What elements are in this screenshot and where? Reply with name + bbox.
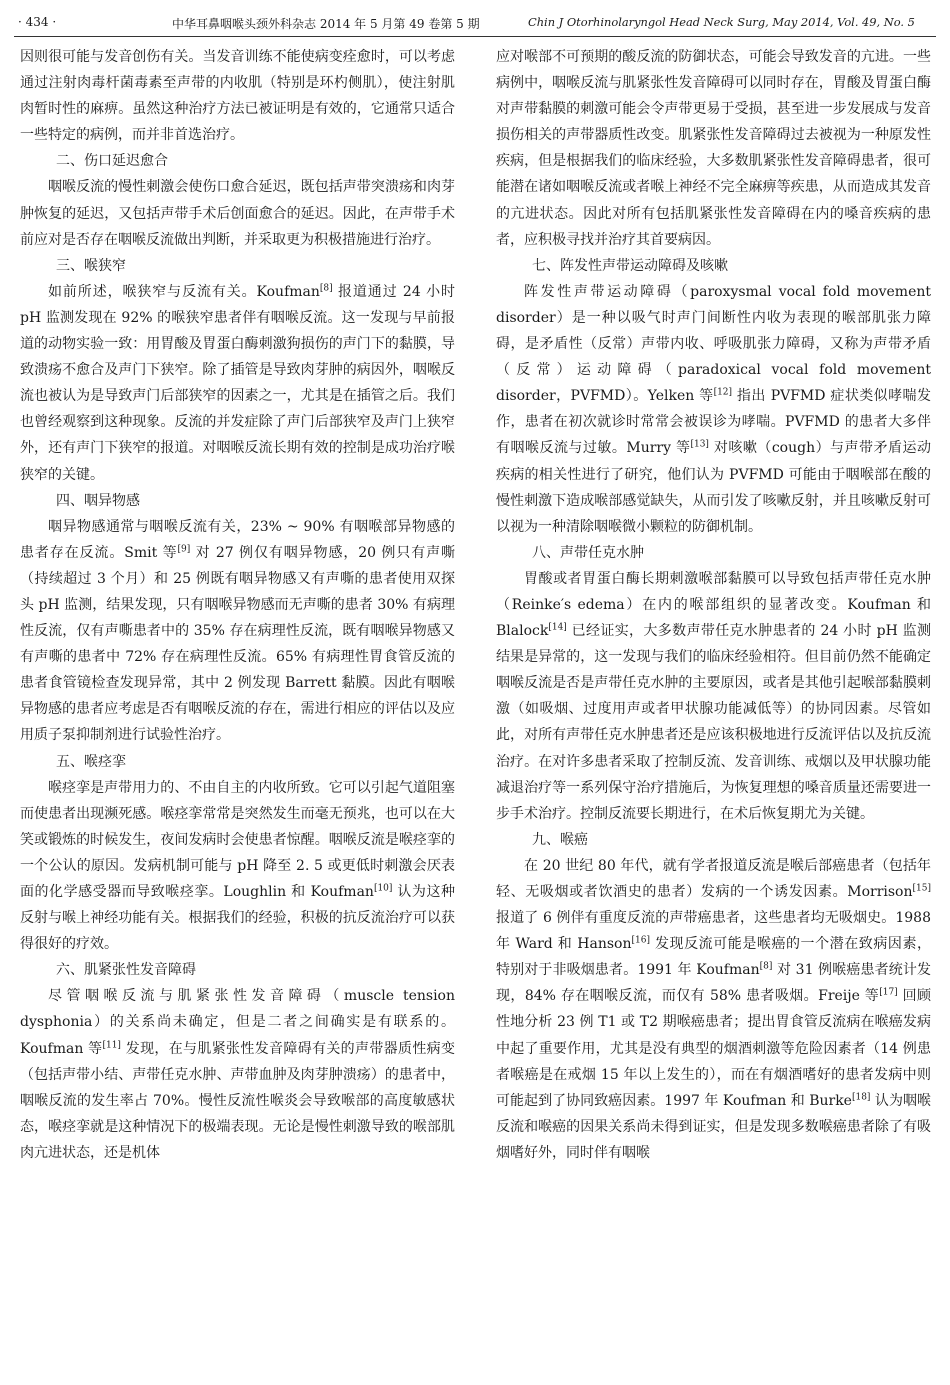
paragraph-text: 对 27 例仅有咽异物感，20 例只有声嘶（持续超过 3 个月）和 25 例既有咽异物感又有声嘶的患者使用双探头 pH 监测，结果发现，只有咽喉异物感而无声嘶的患者 30% 有病理性反流，仅有声嘶患者中的 35% 存在病理性反流，既有咽喉异物感又有声嘶的患者中 72% 存在病理性反流。65% 有病理性胃食管反流的患者食管镜检查发现异常，其中 2 例发现 Barrett 黏膜。因此有咽喉异物感的患者应考虑是否有咽喉反流的存在，需进行相应的评估以及应用质子泵抑制剂进行试验性治疗。	[20, 544, 456, 744]
paragraph: 应对喉部不可预期的酸反流的防御状态，可能会导致发音的亢进。一些病例中，咽喉反流与肌紧张性发音障碍可以同时存在，胃酸及胃蛋白酶对声带黏膜的刺激可能会令声带更易于受损，甚至进一步发展成与发音损伤相关的声带器质性改变。肌紧张性发音障碍过去被视为一种原发性疾病，但是根据我们的临床经验，大多数肌紧张性发音障碍患者，很可能潜在诸如咽喉反流或者喉上神经不完全麻痹等疾患，从而造成其发音的亢进状态。因此对所有包括肌紧张性发音障碍在内的嗓音疾病的患者，应积极寻找并治疗其首要病因。	[496, 49, 931, 248]
section-heading: 六、肌紧张性发音障碍	[56, 962, 196, 979]
paragraph-text: 喉痉挛是声带用力的、不由自主的内收所致。它可以引起气道阻塞而使患者出现濒死感。喉痉挛常常是突然发生而毫无预兆，也可以在大笑或锻炼的时候发生，夜间发病时会使患者惊醒。咽喉反流是喉痉挛的一个公认的原因。发病机制可能与 pH 降至 2. 5 或更低时刺激会厌表面的化学感受器而导致喉痉挛。Loughlin 和 Koufman	[20, 779, 455, 900]
running-header	[14, 12, 936, 37]
paragraph: 咽喉反流的慢性刺激会使伤口愈合延迟，既包括声带突溃疡和肉芽肿恢复的延迟，又包括声带手术后创面愈合的延迟。因此，在声带手术前应对是否存在咽喉反流做出判断，并采取更为积极措施进行治疗。	[20, 179, 455, 248]
section-heading: 三、喉狭窄	[56, 257, 126, 274]
section-heading: 八、声带任克水肿	[532, 544, 644, 561]
paragraph-text: 发现，在与肌紧张性发音障碍有关的声带器质性病变（包括声带小结、声带任克水肿、声带血肿及肉芽肿溃疡）的患者中，咽喉反流的发生率占 70%。慢性反流性喉炎会导致喉部的高度敏感状态，喉痉挛就是这种情况下的极端表现。无论是慢性刺激导致的喉部肌肉亢进状态，还是机体	[20, 1040, 455, 1161]
paragraph	[496, 566, 931, 827]
citation-ref: [9]	[177, 544, 191, 555]
journal-title-cn: 中华耳鼻咽喉头颈外科杂志 2014 年 5 月第 49 卷第 5 期	[172, 17, 480, 31]
paragraph-text: 已经证实，大多数声带任克水肿患者的 24 小时 pH 监测结果是异常的，这一发现与我们的临床经验相符。但目前仍然不能确定咽喉反流是否是声带任克水肿的主要原因，或者是其他引起喉部黏膜刺激（如吸烟、过度用声或者甲状腺功能减低等）的协同因素。尽管如此，对所有声带任克水肿患者还是应该积极地进行反流评估以及抗反流治疗。在对许多患者采取了控制反流、发音训练、戒烟以及甲状腺功能减退治疗等一系列保守治疗措施后，为恢复理想的嗓音质量还需要进一步手术治疗。控制反流要长期进行，在术后恢复期尤为关键。	[496, 623, 931, 822]
paragraph	[20, 775, 455, 958]
left-column	[20, 44, 455, 1166]
citation-ref: [18]	[851, 1092, 871, 1103]
paragraph-text: 在 20 世纪 80 年代，就有学者报道反流是喉后部癌患者（包括年轻、无吸烟或者饮酒史的患者）发病的一个诱发因素。Morrison	[496, 857, 931, 900]
paragraph-text: 指出 PVFMD 症状类似哮喘发作，患者在初次就诊时常常会被误诊为哮喘。PVFMD 的患者大多伴有咽喉反流与过敏。Murry 等	[496, 388, 931, 457]
citation-ref: [13]	[690, 439, 709, 450]
citation-ref: [8]	[319, 283, 333, 294]
citation-ref: [15]	[912, 883, 931, 894]
paragraph-text: 如前所述，喉狭窄与反流有关。Koufman	[48, 283, 320, 300]
paragraph-text: 胃酸或者胃蛋白酶长期刺激喉部黏膜可以导致包括声带任克水肿（Reinke′s edema）在内的喉部组织的显著改变。Koufman 和 Blalock	[496, 570, 931, 640]
citation-ref: [8]	[759, 961, 773, 972]
paragraph	[20, 279, 455, 488]
citation-ref: [14]	[548, 622, 567, 633]
citation-ref: [12]	[713, 387, 733, 398]
paragraph	[20, 514, 455, 749]
paragraph-text: 对 31 例喉癌患者统计发现，84% 存在咽喉反流，而仅有 58% 患者吸烟。Freije 等	[496, 962, 931, 1005]
paragraph	[496, 279, 931, 540]
paragraph-text: 认为咽喉反流和喉癌的因果关系尚未得到证实，但是发现多数喉癌患者除了有吸烟嗜好外，同时伴有咽喉	[496, 1092, 931, 1161]
paragraph-text: 对咳嗽（cough）与声带矛盾运动疾病的相关性进行了研究，他们认为 PVFMD 可能由于咽喉部在酸的慢性刺激下造成喉部感觉缺失，从而引发了咳嗽反射，并且咳嗽反射可以视为一种清除咽喉微小颗粒的防御机制。	[496, 440, 931, 535]
paragraph-text: 认为这种反射与喉上神经功能有关。根据我们的经验，积极的抗反流治疗可以获得很好的疗效。	[20, 884, 455, 953]
paragraph-text: 咽异物感通常与咽喉反流有关，23% ~ 90% 有咽喉部异物感的患者存在反流。Smit 等	[20, 518, 455, 561]
paragraph-text: 报道通过 24 小时pH 监测发现在 92% 的喉狭窄患者伴有咽喉反流。这一发现与早前报道的动物实验一致：用胃酸及胃蛋白酶刺激狗损伤的声门下的黏膜，导致溃疡不愈合及声门下狭窄。除了插管是导致肉芽肿的病因外，咽喉反流也被认为是导致声门后部狭窄的因素之一，尤其是在插管之后。我们也曾经观察到这种现象。反流的并发症除了声门后部狭窄及声门上狭窄外，还有声门下狭窄的报道。对咽喉反流长期有效的控制是成功治疗喉狭窄的关键。	[20, 283, 455, 483]
paragraph-text: 回顾性地分析 23 例 T1 或 T2 期喉癌患者；提出胃食管反流病在喉癌发病中起了重要作用，尤其是没有典型的烟酒刺激等危险因素者（14 例患者喉癌是在戒烟 15 年以上发生的），而在有烟酒嗜好的患者发病中则可能起到了协同致癌因素。1997 年 Koufman 和 Burke	[496, 988, 931, 1109]
paragraph	[496, 853, 931, 1166]
section-heading: 九、喉癌	[532, 831, 588, 848]
citation-ref: [17]	[879, 987, 898, 998]
section-heading: 二、伤口延迟愈合	[56, 153, 168, 170]
journal-title-en: Chin J Otorhinolaryngol Head Neck Surg, May 2014, Vol. 49, No. 5	[528, 15, 915, 29]
paragraph-text: 发现反流可能是喉癌的一个潜在致病因素，特别对于非吸烟患者。1991 年 Koufman	[496, 936, 932, 979]
paragraph-text: 报道了 6 例伴有重度反流的声带癌患者，这些患者均无吸烟史。1988 年 Ward 和 Hanson	[496, 910, 931, 953]
paragraph	[20, 983, 455, 1166]
citation-ref: [10]	[373, 883, 393, 894]
section-heading: 五、喉痉挛	[56, 753, 126, 770]
paragraph-text: 阵发性声带运动障碍（paroxysmal vocal fold movement disorder）是一种以吸气时声门间断性内收为表现的喉部肌张力障碍，是矛盾性（反常）声带内收、呼吸肌张力障碍，又称为声带矛盾（反常）运动障碍（paradoxical vocal fold movement disorder，PVFMD）。Yelken 等	[496, 283, 931, 405]
citation-ref: [16]	[631, 935, 650, 946]
right-column	[496, 44, 931, 1166]
section-heading: 四、咽异物感	[56, 492, 140, 509]
paragraph: 因则很可能与发音创伤有关。当发音训练不能使病变痊愈时，可以考虑通过注射肉毒杆菌毒素至声带的内收肌（特别是环杓侧肌），使注射肌肉暂时性的麻痹。虽然这种治疗方法已被证明是有效的，它通常只适合一些特定的病例，而并非首选治疗。	[20, 49, 455, 144]
section-heading: 七、阵发性声带运动障碍及咳嗽	[532, 257, 728, 274]
paragraph-text: 尽管咽喉反流与肌紧张性发音障碍（muscle tension dysphonia）的关系尚未确定，但是二者之间确实是有联系的。Koufman 等	[20, 988, 455, 1057]
page-number: · 434 ·	[18, 15, 57, 29]
citation-ref: [11]	[102, 1039, 121, 1050]
